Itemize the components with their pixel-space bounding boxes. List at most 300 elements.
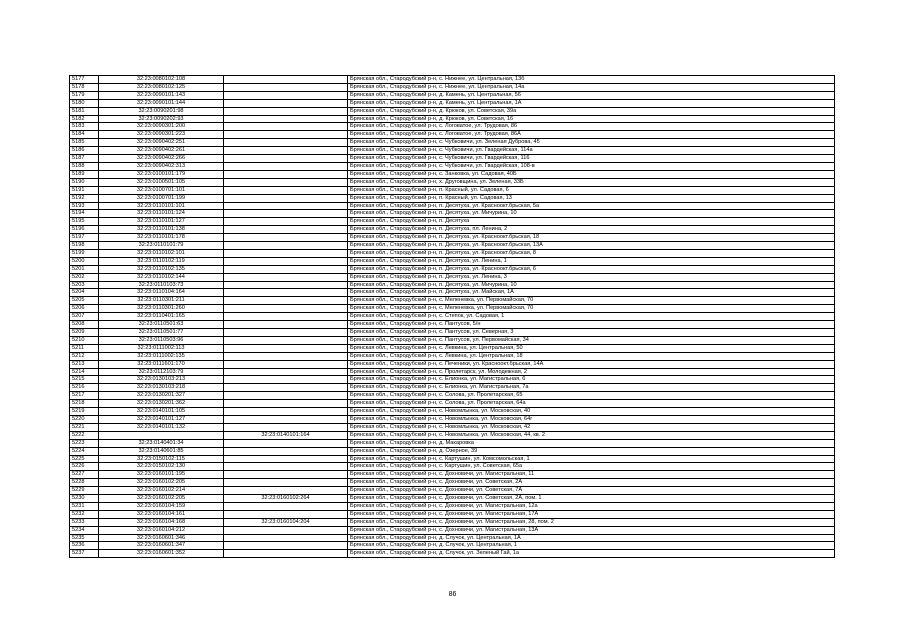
address-cell: Брянская обл., Стародубский р-н, с. Солова, ул. Пролетарская, 65 bbox=[348, 392, 835, 400]
table-row bbox=[70, 495, 835, 503]
table-row bbox=[70, 273, 835, 281]
table-row bbox=[70, 170, 835, 178]
row-number-cell: 5179 bbox=[70, 91, 99, 99]
cadastral-number-cell: 32:23:0100501:105 bbox=[99, 178, 224, 186]
table-row bbox=[70, 257, 835, 265]
table-row bbox=[70, 329, 835, 337]
row-number-cell: 5202 bbox=[70, 273, 99, 281]
object-cadastral-number-cell bbox=[224, 471, 348, 479]
row-number-cell: 5187 bbox=[70, 155, 99, 163]
row-number-cell: 5215 bbox=[70, 376, 99, 384]
cadastral-number-cell: 32:23:0100101:179 bbox=[99, 170, 224, 178]
cadastral-number-cell: 32:23:0110301:260 bbox=[99, 305, 224, 313]
cadastral-number-cell: 32:23:0110101:124 bbox=[99, 210, 224, 218]
table-row bbox=[70, 510, 835, 518]
table-row bbox=[70, 447, 835, 455]
object-cadastral-number-cell bbox=[224, 147, 348, 155]
address-cell: Брянская обл., Стародубский р-н, п. Десятуха, ул. Красноокт.брьская, 5а bbox=[348, 202, 835, 210]
address-cell: Брянская обл., Стародубский р-н, с. Степок, ул. Садовая, 1 bbox=[348, 313, 835, 321]
table-row bbox=[70, 115, 835, 123]
row-number-cell: 5193 bbox=[70, 202, 99, 210]
table-row bbox=[70, 352, 835, 360]
cadastral-number-cell: 32:23:0160102:205 bbox=[99, 479, 224, 487]
row-number-cell: 5225 bbox=[70, 455, 99, 463]
object-cadastral-number-cell bbox=[224, 423, 348, 431]
object-cadastral-number-cell: 32:23:0160104:204 bbox=[224, 518, 348, 526]
cadastral-number-cell: 32:23:0150102:115 bbox=[99, 455, 224, 463]
object-cadastral-number-cell bbox=[224, 313, 348, 321]
cadastral-number-cell: 32:23:0160601:346 bbox=[99, 534, 224, 542]
row-number-cell: 5192 bbox=[70, 194, 99, 202]
object-cadastral-number-cell bbox=[224, 139, 348, 147]
object-cadastral-number-cell bbox=[224, 265, 348, 273]
table-row bbox=[70, 107, 835, 115]
cadastral-number-cell: 32:23:0080102:125 bbox=[99, 83, 224, 91]
cadastral-number-cell: 32:23:0110102:144 bbox=[99, 273, 224, 281]
property-registry-table bbox=[69, 75, 835, 558]
address-cell: Брянская обл., Стародубский р-н, с. Дохновичи, ул. Советская, 2А, пом. 1 bbox=[348, 495, 835, 503]
cadastral-number-cell: 32:23:0090402:266 bbox=[99, 155, 224, 163]
cadastral-number-cell bbox=[99, 431, 224, 439]
table-row bbox=[70, 534, 835, 542]
cadastral-number-cell: 32:23:0110101:138 bbox=[99, 226, 224, 234]
object-cadastral-number-cell bbox=[224, 107, 348, 115]
address-cell: Брянская обл., Стародубский р-н, с. Левкина, ул. Центральная, 18 bbox=[348, 352, 835, 360]
address-cell: Брянская обл., Стародубский р-н, с. Чубковичи, ул. Гвардейская, 116 bbox=[348, 155, 835, 163]
address-cell: Брянская обл., Стародубский р-н, с. Пантусов, ул. Северная, 3 bbox=[348, 329, 835, 337]
address-cell: Брянская обл., Стародубский р-н, с. Солова, ул. Пролетарская, 64а bbox=[348, 400, 835, 408]
row-number-cell: 5223 bbox=[70, 439, 99, 447]
row-number-cell: 5207 bbox=[70, 313, 99, 321]
table-row bbox=[70, 439, 835, 447]
table-row bbox=[70, 91, 835, 99]
table-row bbox=[70, 155, 835, 163]
address-cell: Брянская обл., Стародубский р-н, п. Десятуха, ул. Красноокт.брьская, 18 bbox=[348, 234, 835, 242]
row-number-cell: 5216 bbox=[70, 384, 99, 392]
row-number-cell: 5191 bbox=[70, 186, 99, 194]
cadastral-number-cell: 32:23:0110104:164 bbox=[99, 289, 224, 297]
table-row bbox=[70, 99, 835, 107]
row-number-cell: 5185 bbox=[70, 139, 99, 147]
object-cadastral-number-cell bbox=[224, 178, 348, 186]
table-row bbox=[70, 542, 835, 550]
row-number-cell: 5186 bbox=[70, 147, 99, 155]
registry-body bbox=[70, 76, 835, 558]
object-cadastral-number-cell bbox=[224, 455, 348, 463]
object-cadastral-number-cell: 32:23:0160102:264 bbox=[224, 495, 348, 503]
cadastral-number-cell: 32:23:0100701:199 bbox=[99, 194, 224, 202]
address-cell: Брянская обл., Стародубский р-н, с. Печеники, ул. Красноокт.брьская, 14А bbox=[348, 360, 835, 368]
row-number-cell: 5235 bbox=[70, 534, 99, 542]
object-cadastral-number-cell bbox=[224, 226, 348, 234]
table-row bbox=[70, 321, 835, 329]
row-number-cell: 5205 bbox=[70, 297, 99, 305]
address-cell: Брянская обл., Стародубский р-н, с. Меленевка, ул. Первомайская, 70 bbox=[348, 297, 835, 305]
row-number-cell: 5177 bbox=[70, 76, 99, 84]
address-cell: Брянская обл., Стародубский р-н, п. Десятуха, ул. Ленина, 1 bbox=[348, 257, 835, 265]
cadastral-number-cell: 32:23:0140601:85 bbox=[99, 447, 224, 455]
table-row bbox=[70, 415, 835, 423]
address-cell: Брянская обл., Стародубский р-н, п. Десятуха, ул. Мичурина, 10 bbox=[348, 210, 835, 218]
row-number-cell: 5229 bbox=[70, 487, 99, 495]
row-number-cell: 5209 bbox=[70, 329, 99, 337]
object-cadastral-number-cell bbox=[224, 194, 348, 202]
object-cadastral-number-cell bbox=[224, 99, 348, 107]
object-cadastral-number-cell bbox=[224, 123, 348, 131]
cadastral-number-cell: 32:23:0140401:34 bbox=[99, 439, 224, 447]
object-cadastral-number-cell bbox=[224, 218, 348, 226]
object-cadastral-number-cell bbox=[224, 131, 348, 139]
object-cadastral-number-cell bbox=[224, 479, 348, 487]
table-row bbox=[70, 392, 835, 400]
row-number-cell: 5184 bbox=[70, 131, 99, 139]
address-cell: Брянская обл., Стародубский р-н, д. Макаровка bbox=[348, 439, 835, 447]
table-row bbox=[70, 423, 835, 431]
table-row bbox=[70, 360, 835, 368]
object-cadastral-number-cell bbox=[224, 297, 348, 305]
table-row bbox=[70, 226, 835, 234]
table-row bbox=[70, 281, 835, 289]
table-row bbox=[70, 479, 835, 487]
address-cell: Брянская обл., Стародубский р-н, п. Десятуха, ул. Красноокт.брьская, 8 bbox=[348, 249, 835, 257]
table-row bbox=[70, 431, 835, 439]
object-cadastral-number-cell bbox=[224, 336, 348, 344]
row-number-cell: 5182 bbox=[70, 115, 99, 123]
cadastral-number-cell: 32:23:0110101:178 bbox=[99, 234, 224, 242]
object-cadastral-number-cell bbox=[224, 281, 348, 289]
table-row bbox=[70, 463, 835, 471]
address-cell: Брянская обл., Стародубский р-н, с. Дохновичи, ул. Магистральная, 12а bbox=[348, 502, 835, 510]
address-cell: Брянская обл., Стародубский р-н, д. Крюков, ул. Советская, 39а bbox=[348, 107, 835, 115]
object-cadastral-number-cell: 32:23:0140101:164 bbox=[224, 431, 348, 439]
address-cell: Брянская обл., Стародубский р-н, с. Левкина, ул. Центральная, 50 bbox=[348, 344, 835, 352]
address-cell: Брянская обл., Стародубский р-н, д. Камень, ул. Центральная, 1А bbox=[348, 99, 835, 107]
address-cell: Брянская обл., Стародубский р-н, п. Десятуха, ул. Мичурина, 10 bbox=[348, 281, 835, 289]
cadastral-number-cell: 32:23:0111601:170 bbox=[99, 360, 224, 368]
address-cell: Брянская обл., Стародубский р-н, д. Камень, ул. Центральная, 56 bbox=[348, 91, 835, 99]
table-row bbox=[70, 368, 835, 376]
address-cell: Брянская обл., Стародубский р-н, с. Дохновичи, ул. Советская, 2А bbox=[348, 479, 835, 487]
object-cadastral-number-cell bbox=[224, 360, 348, 368]
row-number-cell: 5217 bbox=[70, 392, 99, 400]
row-number-cell: 5233 bbox=[70, 518, 99, 526]
row-number-cell: 5189 bbox=[70, 170, 99, 178]
cadastral-number-cell: 32:23:0160104:161 bbox=[99, 510, 224, 518]
cadastral-number-cell: 32:23:0110101:79 bbox=[99, 242, 224, 250]
row-number-cell: 5213 bbox=[70, 360, 99, 368]
cadastral-number-cell: 32:23:0130201:327 bbox=[99, 392, 224, 400]
row-number-cell: 5218 bbox=[70, 400, 99, 408]
address-cell: Брянская обл., Стародубский р-н, п. Красный, ул. Садовая, 13 bbox=[348, 194, 835, 202]
cadastral-number-cell: 32:23:0110503:96 bbox=[99, 336, 224, 344]
row-number-cell: 5219 bbox=[70, 408, 99, 416]
object-cadastral-number-cell bbox=[224, 526, 348, 534]
object-cadastral-number-cell bbox=[224, 487, 348, 495]
object-cadastral-number-cell bbox=[224, 115, 348, 123]
row-number-cell: 5194 bbox=[70, 210, 99, 218]
object-cadastral-number-cell bbox=[224, 344, 348, 352]
address-cell: Брянская обл., Стародубский р-н, с. Чубковичи, ул. Гвардейская, 108-в bbox=[348, 162, 835, 170]
address-cell: Брянская обл., Стародубский р-н, д. Случок, ул. Зеленый Гай, 1а bbox=[348, 550, 835, 558]
row-number-cell: 5197 bbox=[70, 234, 99, 242]
row-number-cell: 5222 bbox=[70, 431, 99, 439]
address-cell: Брянская обл., Стародубский р-н, х. Друговщина, ул. Зеленая, 33Б bbox=[348, 178, 835, 186]
table-row bbox=[70, 265, 835, 273]
table-row bbox=[70, 194, 835, 202]
cadastral-number-cell: 32:23:0160102:205 bbox=[99, 495, 224, 503]
cadastral-number-cell: 32:23:0160601:352 bbox=[99, 550, 224, 558]
address-cell: Брянская обл., Стародубский р-н, с. Логоватое, ул. Трудовая, 86 bbox=[348, 123, 835, 131]
row-number-cell: 5228 bbox=[70, 479, 99, 487]
cadastral-number-cell: 32:23:0160101:195 bbox=[99, 471, 224, 479]
row-number-cell: 5200 bbox=[70, 257, 99, 265]
object-cadastral-number-cell bbox=[224, 510, 348, 518]
cadastral-number-cell: 32:23:0090402:261 bbox=[99, 147, 224, 155]
table-row bbox=[70, 218, 835, 226]
cadastral-number-cell: 32:23:0140101:105 bbox=[99, 408, 224, 416]
object-cadastral-number-cell bbox=[224, 257, 348, 265]
object-cadastral-number-cell bbox=[224, 550, 348, 558]
cadastral-number-cell: 32:23:0160601:347 bbox=[99, 542, 224, 550]
object-cadastral-number-cell bbox=[224, 376, 348, 384]
address-cell: Брянская обл., Стародубский р-н, с. Картушин, ул. Советская, 65а bbox=[348, 463, 835, 471]
row-number-cell: 5190 bbox=[70, 178, 99, 186]
row-number-cell: 5234 bbox=[70, 526, 99, 534]
cadastral-number-cell: 32:23:0110301:211 bbox=[99, 297, 224, 305]
table-row bbox=[70, 344, 835, 352]
object-cadastral-number-cell bbox=[224, 392, 348, 400]
object-cadastral-number-cell bbox=[224, 415, 348, 423]
object-cadastral-number-cell bbox=[224, 321, 348, 329]
cadastral-number-cell: 32:23:0110101:101 bbox=[99, 202, 224, 210]
address-cell: Брянская обл., Стародубский р-н, с. Пантусов, 5/н bbox=[348, 321, 835, 329]
cadastral-number-cell: 32:23:0110501:77 bbox=[99, 329, 224, 337]
page-number: 86 bbox=[448, 591, 457, 598]
address-cell: Брянская обл., Стародубский р-н, с. Нижнее, ул. Центральная, 13б bbox=[348, 76, 835, 84]
table-row bbox=[70, 131, 835, 139]
table-row bbox=[70, 83, 835, 91]
address-cell: Брянская обл., Стародубский р-н, с. Пантусов, ул. Первомайская, 34 bbox=[348, 336, 835, 344]
address-cell: Брянская обл., Стародубский р-н, с. Дохновичи, ул. Советская, 7А bbox=[348, 487, 835, 495]
address-cell: Брянская обл., Стародубский р-н, п. Десятуха, ул. Майская, 1А bbox=[348, 289, 835, 297]
table-row bbox=[70, 487, 835, 495]
table-row bbox=[70, 313, 835, 321]
table-row bbox=[70, 123, 835, 131]
row-number-cell: 5204 bbox=[70, 289, 99, 297]
row-number-cell: 5231 bbox=[70, 502, 99, 510]
cadastral-number-cell: 32:23:0090301:200 bbox=[99, 123, 224, 131]
row-number-cell: 5237 bbox=[70, 550, 99, 558]
object-cadastral-number-cell bbox=[224, 162, 348, 170]
object-cadastral-number-cell bbox=[224, 289, 348, 297]
cadastral-number-cell: 32:23:0130103:213 bbox=[99, 376, 224, 384]
object-cadastral-number-cell bbox=[224, 534, 348, 542]
table-row bbox=[70, 289, 835, 297]
table-row bbox=[70, 234, 835, 242]
address-cell: Брянская обл., Стародубский р-н, п. Десятуха, ул. Красноокт.брьская, 6 bbox=[348, 265, 835, 273]
address-cell: Брянская обл., Стародубский р-н, с. Новомлынка, ул. Московская, 42 bbox=[348, 423, 835, 431]
cadastral-number-cell: 32:23:0110102:135 bbox=[99, 265, 224, 273]
cadastral-number-cell: 32:23:0090202:93 bbox=[99, 115, 224, 123]
address-cell: Брянская обл., Стародубский р-н, с. Елионка, ул. Магистральная, 6 bbox=[348, 376, 835, 384]
table-row bbox=[70, 408, 835, 416]
row-number-cell: 5224 bbox=[70, 447, 99, 455]
address-cell: Брянская обл., Стародубский р-н, с. Дохновичи, ул. Магистральная, 11 bbox=[348, 471, 835, 479]
address-cell: Брянская обл., Стародубский р-н, с. Дохновичи, ул. Магистральная, 28, пом. 2 bbox=[348, 518, 835, 526]
cadastral-number-cell: 32:23:0110101:127 bbox=[99, 218, 224, 226]
cadastral-number-cell: 32:23:0160104:159 bbox=[99, 502, 224, 510]
address-cell: Брянская обл., Стародубский р-н, с. Нижнее, ул. Центральная, 14а bbox=[348, 83, 835, 91]
address-cell: Брянская обл., Стародубский р-н, п. Красный, ул. Садовая, 6 bbox=[348, 186, 835, 194]
row-number-cell: 5195 bbox=[70, 218, 99, 226]
row-number-cell: 5226 bbox=[70, 463, 99, 471]
cadastral-number-cell: 32:23:0090402:313 bbox=[99, 162, 224, 170]
row-number-cell: 5210 bbox=[70, 336, 99, 344]
address-cell: Брянская обл., Стародубский р-н, с. Новомлынка, ул. Московская, 40 bbox=[348, 408, 835, 416]
cadastral-number-cell: 32:23:0111002:113 bbox=[99, 344, 224, 352]
address-cell: Брянская обл., Стародубский р-н, д. Крюков, ул. Советская, 16 bbox=[348, 115, 835, 123]
row-number-cell: 5188 bbox=[70, 162, 99, 170]
row-number-cell: 5178 bbox=[70, 83, 99, 91]
row-number-cell: 5232 bbox=[70, 510, 99, 518]
address-cell: Брянская обл., Стародубский р-н, п. Десятуха, пл. Ленина, 2 bbox=[348, 226, 835, 234]
address-cell: Брянская обл., Стародубский р-н, с. Чубковичи, ул. Зеленая Дуброва, 45 bbox=[348, 139, 835, 147]
object-cadastral-number-cell bbox=[224, 186, 348, 194]
address-cell: Брянская обл., Стародубский р-н, д. Случок, ул. Центральная, 1А bbox=[348, 534, 835, 542]
object-cadastral-number-cell bbox=[224, 249, 348, 257]
cadastral-number-cell: 32:23:0080102:108 bbox=[99, 76, 224, 84]
address-cell: Брянская обл., Стародубский р-н, с. Дохновичи, ул. Магистральная, 17А bbox=[348, 510, 835, 518]
object-cadastral-number-cell bbox=[224, 234, 348, 242]
table-row bbox=[70, 336, 835, 344]
address-cell: Брянская обл., Стародубский р-н, с. Чубковичи, ул. Гвардейская, 114а bbox=[348, 147, 835, 155]
cadastral-number-cell: 32:23:0100701:101 bbox=[99, 186, 224, 194]
object-cadastral-number-cell bbox=[224, 384, 348, 392]
object-cadastral-number-cell bbox=[224, 242, 348, 250]
row-number-cell: 5230 bbox=[70, 495, 99, 503]
object-cadastral-number-cell bbox=[224, 408, 348, 416]
row-number-cell: 5212 bbox=[70, 352, 99, 360]
address-cell: Брянская обл., Стародубский р-н, с. Меленевка, ул. Первомайская, 70 bbox=[348, 305, 835, 313]
address-cell: Брянская обл., Стародубский р-н, с. Дохновичи, ул. Магистральная, 13А bbox=[348, 526, 835, 534]
table-row bbox=[70, 455, 835, 463]
cadastral-number-cell: 32:23:0130201:362 bbox=[99, 400, 224, 408]
row-number-cell: 5180 bbox=[70, 99, 99, 107]
cadastral-number-cell: 32:23:0090402:251 bbox=[99, 139, 224, 147]
cadastral-number-cell: 32:23:0160104:168 bbox=[99, 518, 224, 526]
row-number-cell: 5211 bbox=[70, 344, 99, 352]
row-number-cell: 5198 bbox=[70, 242, 99, 250]
address-cell: Брянская обл., Стародубский р-н, с. Занковка, ул. Садовая, 40Б bbox=[348, 170, 835, 178]
row-number-cell: 5220 bbox=[70, 415, 99, 423]
table-row bbox=[70, 210, 835, 218]
table-row bbox=[70, 526, 835, 534]
row-number-cell: 5183 bbox=[70, 123, 99, 131]
row-number-cell: 5181 bbox=[70, 107, 99, 115]
table-row bbox=[70, 471, 835, 479]
address-cell: Брянская обл., Стародубский р-н, п. Десятуха bbox=[348, 218, 835, 226]
cadastral-number-cell: 32:23:0110103:73 bbox=[99, 281, 224, 289]
object-cadastral-number-cell bbox=[224, 83, 348, 91]
cadastral-number-cell: 32:23:0110501:63 bbox=[99, 321, 224, 329]
object-cadastral-number-cell bbox=[224, 368, 348, 376]
cadastral-number-cell: 32:23:0112103:79 bbox=[99, 368, 224, 376]
object-cadastral-number-cell bbox=[224, 76, 348, 84]
address-cell: Брянская обл., Стародубский р-н, с. Елионка, ул. Магистральная, 7а bbox=[348, 384, 835, 392]
cadastral-number-cell: 32:23:0110401:165 bbox=[99, 313, 224, 321]
address-cell: Брянская обл., Стародубский р-н, с. Пролетарск, ул. Молодежная, 2 bbox=[348, 368, 835, 376]
row-number-cell: 5203 bbox=[70, 281, 99, 289]
object-cadastral-number-cell bbox=[224, 305, 348, 313]
table-row bbox=[70, 202, 835, 210]
address-cell: Брянская обл., Стародубский р-н, п. Десятуха, ул. Красноокт.брьская, 13А bbox=[348, 242, 835, 250]
table-row bbox=[70, 178, 835, 186]
cadastral-number-cell: 32:23:0110102:119 bbox=[99, 257, 224, 265]
table-row bbox=[70, 162, 835, 170]
object-cadastral-number-cell bbox=[224, 447, 348, 455]
cadastral-number-cell: 32:23:0111002:135 bbox=[99, 352, 224, 360]
table-row bbox=[70, 249, 835, 257]
table-row bbox=[70, 139, 835, 147]
cadastral-number-cell: 32:23:0090201:98 bbox=[99, 107, 224, 115]
address-cell: Брянская обл., Стародубский р-н, с. Логоватое, ул. Трудовая, 86А bbox=[348, 131, 835, 139]
table-row bbox=[70, 384, 835, 392]
row-number-cell: 5208 bbox=[70, 321, 99, 329]
table-row bbox=[70, 297, 835, 305]
row-number-cell: 5199 bbox=[70, 249, 99, 257]
row-number-cell: 5221 bbox=[70, 423, 99, 431]
object-cadastral-number-cell bbox=[224, 352, 348, 360]
table-row bbox=[70, 147, 835, 155]
cadastral-number-cell: 32:23:0090101:143 bbox=[99, 91, 224, 99]
table-row bbox=[70, 502, 835, 510]
object-cadastral-number-cell bbox=[224, 502, 348, 510]
row-number-cell: 5236 bbox=[70, 542, 99, 550]
table-row bbox=[70, 305, 835, 313]
table-row bbox=[70, 242, 835, 250]
row-number-cell: 5227 bbox=[70, 471, 99, 479]
object-cadastral-number-cell bbox=[224, 329, 348, 337]
object-cadastral-number-cell bbox=[224, 170, 348, 178]
object-cadastral-number-cell bbox=[224, 463, 348, 471]
row-number-cell: 5201 bbox=[70, 265, 99, 273]
table-row bbox=[70, 376, 835, 384]
cadastral-number-cell: 32:23:0130103:218 bbox=[99, 384, 224, 392]
table-row bbox=[70, 518, 835, 526]
object-cadastral-number-cell bbox=[224, 542, 348, 550]
table-row bbox=[70, 400, 835, 408]
object-cadastral-number-cell bbox=[224, 273, 348, 281]
cadastral-number-cell: 32:23:0140101:127 bbox=[99, 415, 224, 423]
cadastral-number-cell: 32:23:0160102:214 bbox=[99, 487, 224, 495]
cadastral-number-cell: 32:23:0110102:101 bbox=[99, 249, 224, 257]
address-cell: Брянская обл., Стародубский р-н, с. Новомлынка, ул. Московская, 64г bbox=[348, 415, 835, 423]
cadastral-number-cell: 32:23:0140101:132 bbox=[99, 423, 224, 431]
address-cell: Брянская обл., Стародубский р-н, д. Озерное, 39 bbox=[348, 447, 835, 455]
address-cell: Брянская обл., Стародубский р-н, с. Новомлынка, ул. Московская, 44, кв. 2 bbox=[348, 431, 835, 439]
address-cell: Брянская обл., Стародубский р-н, д. Случок, ул. Центральная, 1 bbox=[348, 542, 835, 550]
object-cadastral-number-cell bbox=[224, 439, 348, 447]
row-number-cell: 5206 bbox=[70, 305, 99, 313]
table-row bbox=[70, 186, 835, 194]
cadastral-number-cell: 32:23:0160104:212 bbox=[99, 526, 224, 534]
object-cadastral-number-cell bbox=[224, 155, 348, 163]
address-cell: Брянская обл., Стародубский р-н, п. Десятуха, ул. Ленина, 3 bbox=[348, 273, 835, 281]
object-cadastral-number-cell bbox=[224, 210, 348, 218]
object-cadastral-number-cell bbox=[224, 400, 348, 408]
row-number-cell: 5196 bbox=[70, 226, 99, 234]
object-cadastral-number-cell bbox=[224, 91, 348, 99]
